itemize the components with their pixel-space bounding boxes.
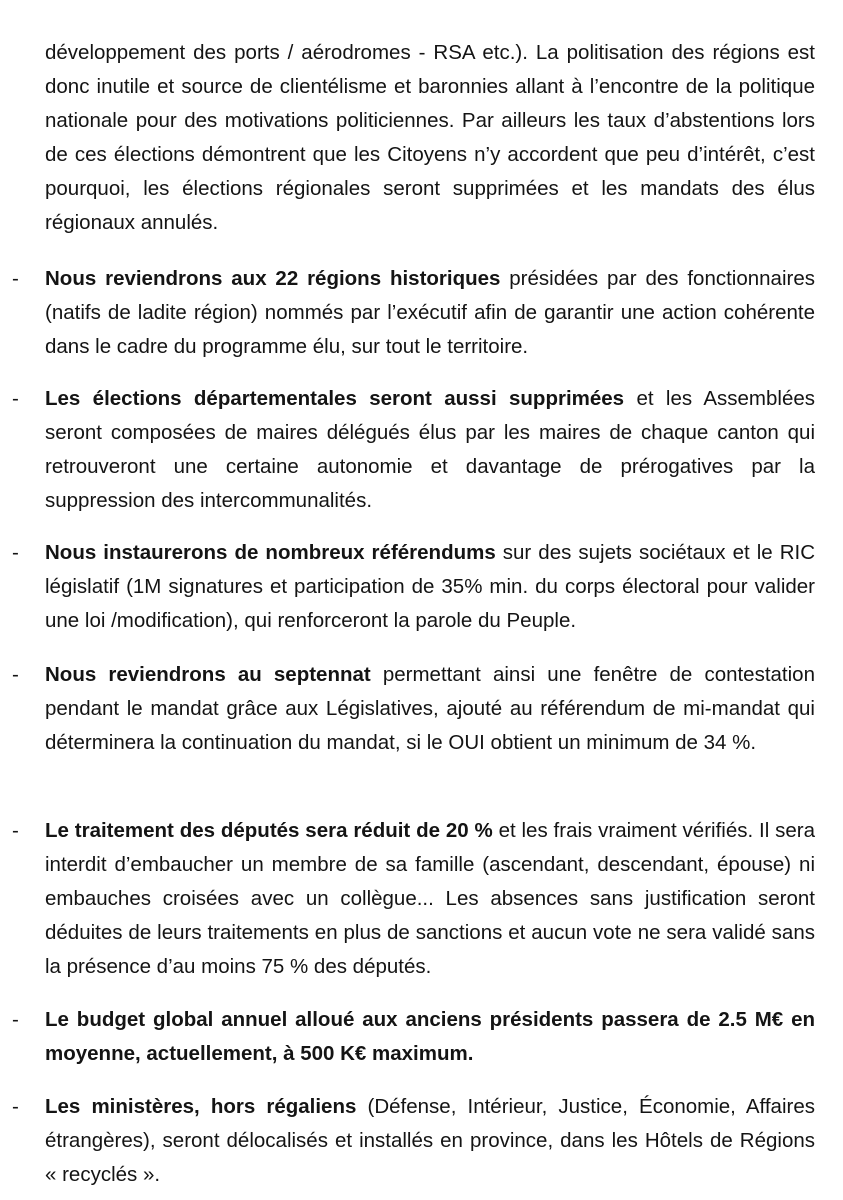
list-item-bold: Le traitement des députés sera réduit de 20 %	[45, 819, 493, 842]
list-item-text	[45, 1090, 815, 1192]
bullet-dash: -	[12, 663, 19, 686]
list-item-rest: sur des sujets sociétaux et le RIC législatif (1M signatures et participation de 35% min. du corps électoral pour valider une loi /modification), qui renforceront la parole du Peuple.	[45, 541, 815, 632]
bullet-dash: -	[12, 1095, 19, 1118]
bullet-dash: -	[12, 1008, 19, 1031]
bullet-dash: -	[12, 387, 19, 410]
list-item-bold: Le budget global annuel alloué aux anciens présidents passera de 2.5 M€ en moyenne, actuellement, à 500 K€ maximum.	[45, 1008, 815, 1065]
list-item-rest: (Défense, Intérieur, Justice, Économie, Affaires étrangères), seront délocalisés et installés en province, dans les Hôtels de Régions « recyclés ».	[45, 1095, 815, 1186]
list-item-bold: Nous reviendrons au septennat	[45, 663, 371, 686]
bullet-dash: -	[12, 267, 19, 290]
bullet-dash: -	[12, 541, 19, 564]
list-item-rest: permettant ainsi une fenêtre de contestation pendant le mandat grâce aux Législatives, ajouté au référendum de mi-mandat qui déterminera la continuation du mandat, si le OUI obtient un minimum de 34 %.	[45, 663, 815, 754]
list-item-text	[45, 814, 815, 984]
intro-paragraph: développement des ports / aérodromes - RSA etc.). La politisation des régions est donc inutile et source de clientélisme et baronnies allant à l’encontre de la politique nationale pour des motivations politiciennes. Par ailleurs les taux d’abstentions lors de ces élections démontrent que les Citoyens n’y accordent que peu d’intérêt, c’est pourquoi, les élections régionales seront supprimées et les mandats des élus régionaux annulés.	[45, 41, 815, 234]
list-item-bold: Les élections départementales seront aussi supprimées	[45, 387, 625, 410]
list-item-text	[45, 382, 815, 518]
list-item-bold: Nous instaurerons de nombreux référendums	[45, 541, 496, 564]
list-item-bold: Nous reviendrons aux 22 régions historiques	[45, 267, 501, 290]
list-item-bold: Les ministères, hors régaliens	[45, 1095, 357, 1118]
list-item-text	[45, 1003, 815, 1071]
list-item-rest: présidées par des fonctionnaires (natifs de ladite région) nommés par l’exécutif afin de garantir une action cohérente dans le cadre du programme élu, sur tout le territoire.	[45, 267, 815, 358]
list-item-text	[45, 536, 815, 638]
bullet-dash: -	[12, 819, 19, 842]
list-item-rest: et les Assemblées seront composées de maires délégués élus par les maires de chaque canton qui retrouveront une certaine autonomie et davantage de prérogatives par la suppression des intercommunalités.	[45, 387, 815, 512]
list-item-text	[45, 262, 815, 364]
list-item-text	[45, 658, 815, 760]
list-item-rest: et les frais vraiment vérifiés. Il sera interdit d’embaucher un membre de sa famille (ascendant, descendant, épouse) ni embauches croisées avec un collègue... Les absences sans justification seront déduites de leurs traitements en plus de sanctions et aucun vote ne sera validé sans la présence d’au moins 75 % des députés.	[45, 819, 815, 978]
